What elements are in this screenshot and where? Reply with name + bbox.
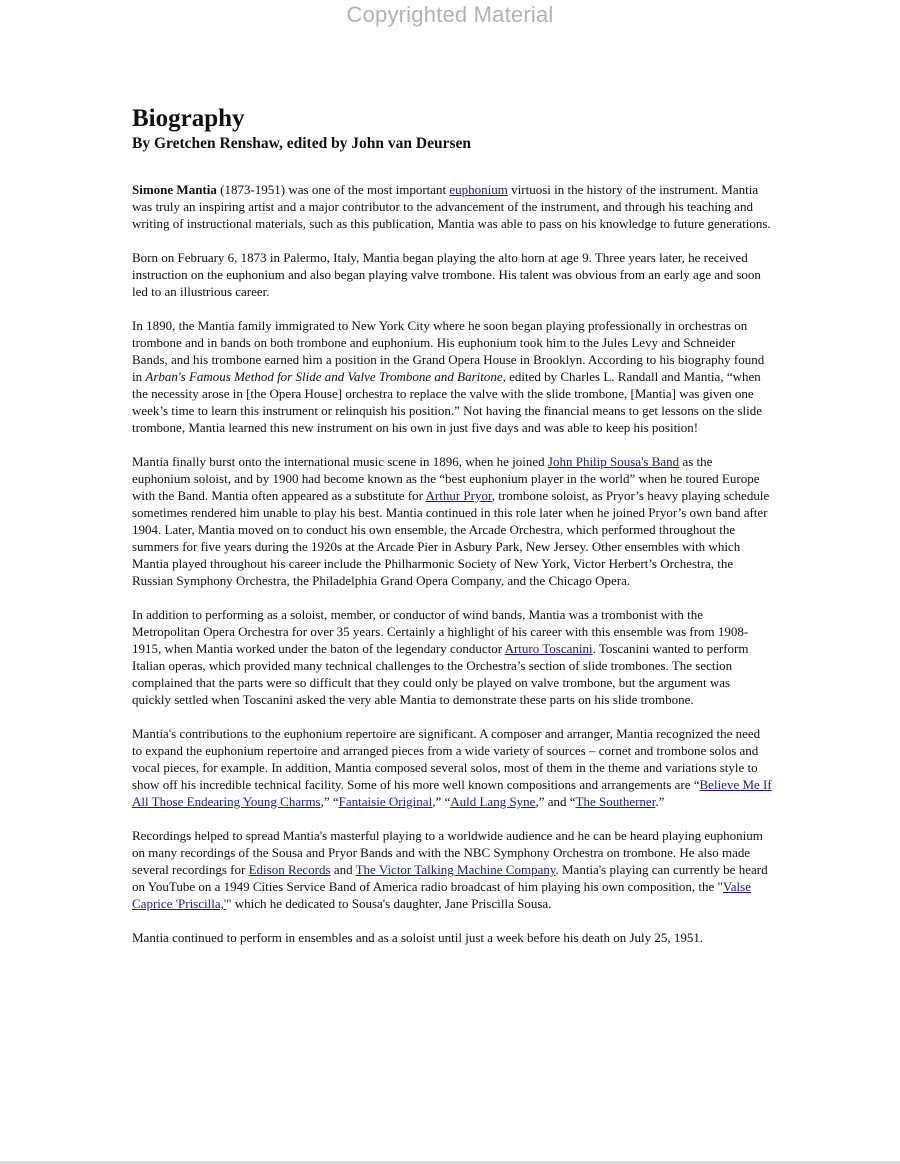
paragraph-text: Mantia finally burst onto the international music scene in 1896, when he joined [132, 454, 548, 469]
link-arturo-toscanini[interactable]: Arturo Toscanini [504, 641, 593, 656]
copyright-watermark: Copyrighted Material [346, 2, 554, 27]
paragraph-early-life: Born on February 6, 1873 in Palermo, Italy, Mantia began playing the alto horn at age 9. Three years later, he received instruction on the euphonium and also began playing valve trombone. His talent was obvious from an early age and soon led to an illustrious career. [132, 250, 761, 299]
subject-name: Simone Mantia [132, 182, 217, 197]
paragraph-intro [132, 181, 772, 232]
link-fantaisie-original[interactable]: Fantaisie Original [338, 794, 433, 809]
link-the-southerner[interactable]: The Southerner [575, 794, 656, 809]
paragraph-metropolitan-opera [132, 606, 772, 708]
link-euphonium[interactable]: euphonium [449, 182, 508, 197]
paragraph-text: , edited by Charles L. Randall and Mantia, “when the necessity arose in [the Opera House] orchestra to replace the valve with the slide trombone, [Mantia] was given one week’s time to learn this instrument or relinquish his position.” Not having the financial means to get lessons on the slide trombone, Mantia learned this new instrument on his own in just five days and was able to keep his position! [132, 369, 763, 435]
paragraph-sousa-band [132, 453, 772, 589]
link-victor-talking-machine[interactable]: The Victor Talking Machine Company [355, 862, 556, 877]
link-valse-caprice-priscilla[interactable]: Valse Caprice 'Priscilla,' [132, 879, 752, 911]
link-edison-records[interactable]: Edison Records [248, 862, 331, 877]
paragraph-text: . Toscanini wanted to perform Italian operas, which provided many technical challenges to the Orchestra’s section of slide trombones. The section complained that the parts were so difficult that they could only be played on valve trombone, but the argument was quickly settled when Toscanini asked the very able Mantia to demonstrate these parts on his slide trombone. [132, 641, 749, 707]
link-sousa-band[interactable]: John Philip Sousa's Band [547, 454, 680, 469]
paragraph-text: In addition to performing as a soloist, member, or conductor of wind bands, Mantia was a trombonist with the Metropolitan Opera Orchestra for over 35 years. Certainly a highlight of his career with this ensemble was from 1908-1915, when Mantia worked under the baton of the legendary conductor [132, 607, 749, 656]
paragraph-text: .” [655, 794, 665, 809]
paragraph-text: (1873-1951) was one of the most important [216, 182, 450, 197]
paragraph-new-york [132, 317, 772, 436]
book-title: Arban's Famous Method for Slide and Valve Trombone and Baritone [145, 369, 503, 384]
paragraph-text: ,” and “ [535, 794, 576, 809]
paragraph-text: " which he dedicated to Sousa's daughter, Jane Priscilla Sousa. [226, 896, 552, 911]
paragraph-text: ,” “ [432, 794, 451, 809]
link-believe-me[interactable]: Believe Me If All Those Endearing Young Charms [132, 777, 772, 809]
biography-page [132, 104, 772, 963]
link-auld-lang-syne[interactable]: Auld Lang Syne [450, 794, 536, 809]
link-arthur-pryor[interactable]: Arthur Pryor [425, 488, 492, 503]
paragraph-text: , trombone soloist, as Pryor’s heavy playing schedule sometimes rendered him unable to play his best. Mantia continued in this role later when he joined Pryor’s own band after 1904. Later, Mantia moved on to conduct his own ensemble, the Arcade Orchestra, which performed throughout the summers for five years during the 1920s at the Arcade Pier in Asbury Park, New Jersey. Other ensembles with which Mantia played throughout his career include the Philharmonic Society of New York, Victor Herbert’s Orchestra, the Russian Symphony Orchestra, the Philadelphia Grand Opera Company, and the Chicago Opera. [132, 488, 770, 588]
paragraph-text: as the euphonium soloist, and by 1900 had become known as the “best euphonium player in the world” when he toured Europe with the Band. Mantia often appeared as a substitute for [132, 454, 760, 503]
paragraph-repertoire [132, 725, 772, 810]
paragraph-text: and [330, 862, 356, 877]
paragraph-text: Recordings helped to spread Mantia's masterful playing to a worldwide audience and he can be heard playing euphonium on many recordings of the Sousa and Pryor Bands and with the NBC Symphony Orchestra on trombone. He also made several recordings for [132, 828, 763, 877]
paragraph-recordings [132, 827, 772, 912]
paragraph-text: virtuosi in the history of the instrument. Mantia was truly an inspiring artist and a major contributor to the advancement of the instrument, and through his teaching and writing of instructional materials, such as this publication, Mantia was able to pass on his knowledge to future generations. [132, 182, 771, 231]
paragraph-text: . Mantia's playing can currently be heard on YouTube on a 1949 Cities Service Band of America radio broadcast of him playing his own composition, the " [132, 862, 768, 894]
byline: By Gretchen Renshaw, edited by John van Deursen [132, 135, 472, 152]
paragraph-final-years: Mantia continued to perform in ensembles and as a soloist until just a week before his death on July 25, 1951. [132, 930, 704, 945]
paragraph-text: In 1890, the Mantia family immigrated to New York City where he soon began playing professionally in orchestras on trombone and in bands on both trombone and euphonium. His euphonium took him to the Jules Levy and Schneider Bands, and his trombone earned him a position in the Grand Opera House in Brooklyn. According to his biography found in [132, 318, 765, 384]
page-title: Biography [132, 105, 245, 132]
paragraph-text: ,” “ [320, 794, 339, 809]
paragraph-text: Mantia's contributions to the euphonium repertoire are significant. A composer and arranger, Mantia recognized the need to expand the euphonium repertoire and arranged pieces from a wide variety of sources – cornet and trombone solos and vocal pieces, for example. In addition, Mantia composed several solos, most of them in the theme and variations style to show off his incredible technical facility. Some of his more well known compositions and arrangements are “ [132, 726, 761, 792]
